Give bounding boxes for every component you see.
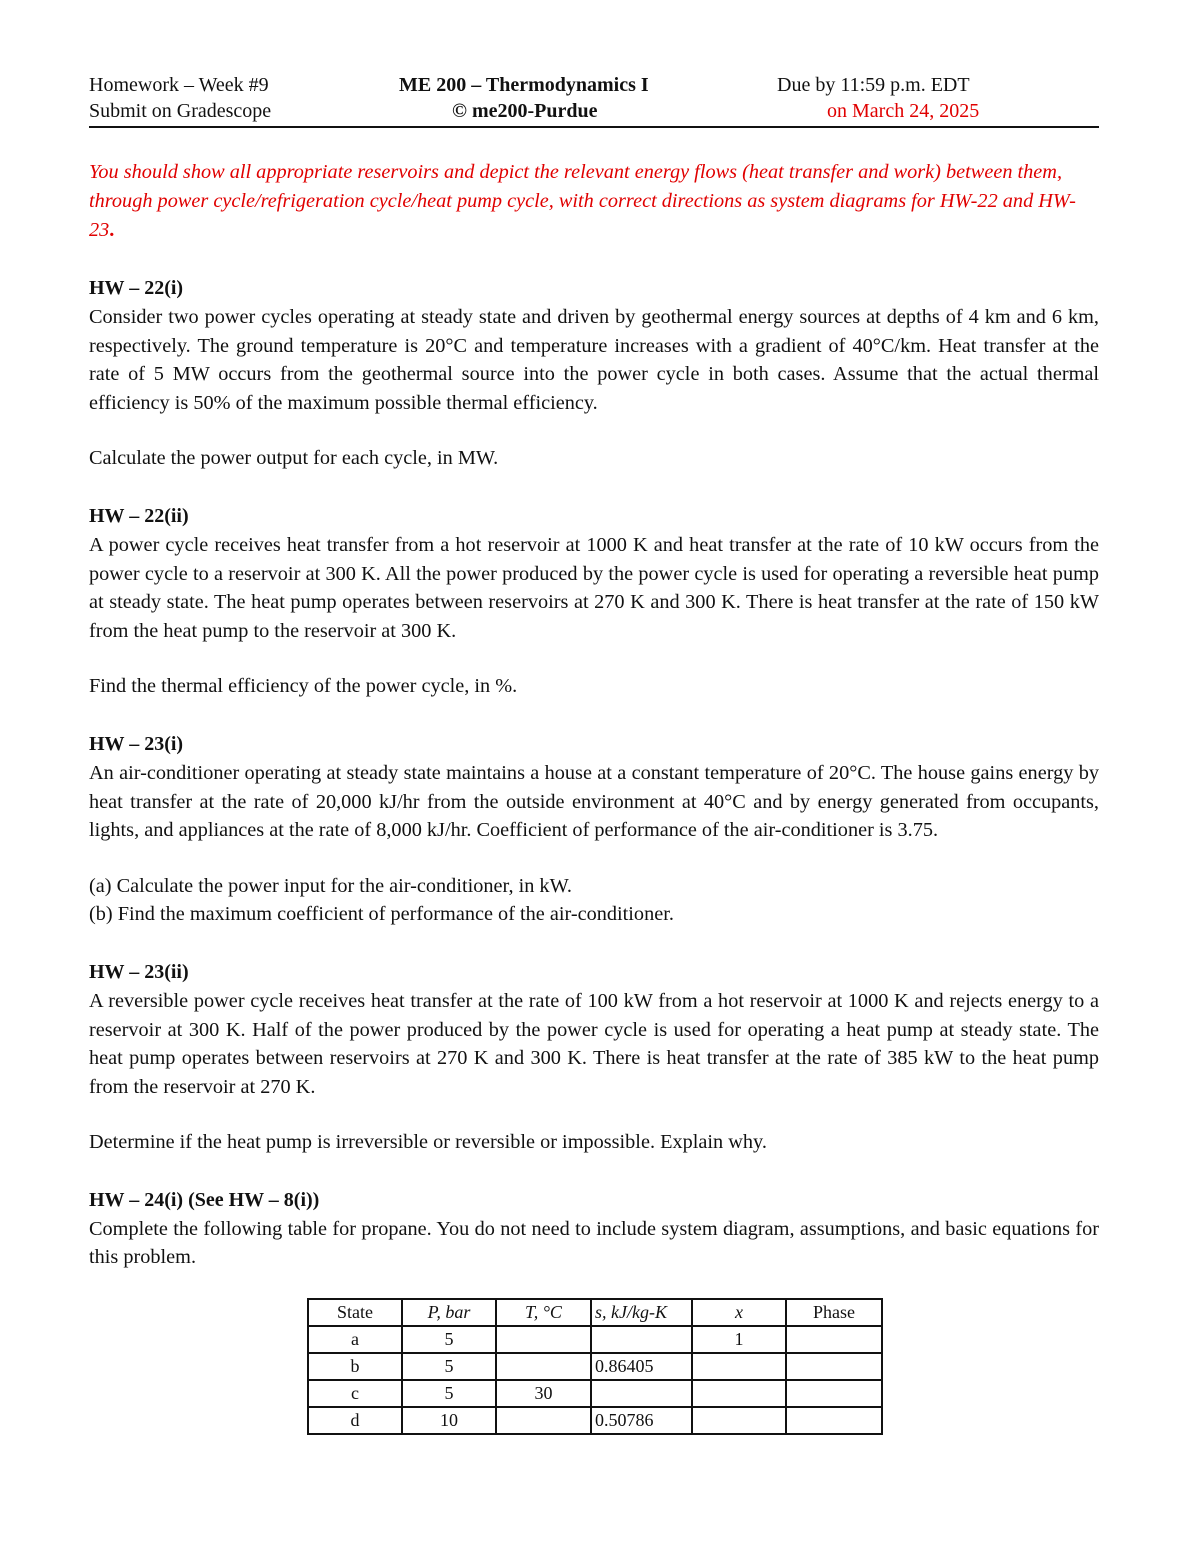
problem-hw22-ii [89,502,1099,701]
column-header-entropy: s, kJ/kg-K [591,1299,692,1326]
table-cell [692,1380,786,1407]
column-header-temperature: T, °C [496,1299,591,1326]
table-cell: 5 [402,1326,496,1353]
problem-part-b: (b) Find the maximum coefficient of performance of the air-conditioner. [89,903,674,926]
problem-statement: Complete the following table for propane. You do not need to include system diagram, assumptions, and basic equations for this problem. [89,1217,1099,1269]
problem-statement: A power cycle receives heat transfer from a hot reservoir at 1000 K and heat transfer at the rate of 10 kW occurs from the power cycle to a reservoir at 300 K. All the power produced by the power cycle is used for operating a reversible heat pump at steady state. The heat pump operates between reservoirs at 270 K and 300 K. There is heat transfer at the rate of 150 kW from the heat pump to the reservoir at 300 K. [89,533,1099,642]
column-header-quality: x [692,1299,786,1326]
problem-question: Calculate the power output for each cycle, in MW. [89,447,499,470]
problem-title: HW – 23(ii) [89,960,189,983]
diagram-instructions [89,158,1099,245]
table-cell [786,1326,882,1353]
table-cell: 0.86405 [591,1353,692,1380]
column-header-state: State [308,1299,402,1326]
table-cell: 5 [402,1353,496,1380]
submission-platform-label: Submit on Gradescope [89,100,272,122]
table-cell [496,1407,591,1434]
table-cell [591,1380,692,1407]
table-row [308,1407,882,1434]
document-page [89,72,1099,1435]
problem-title: HW – 23(i) [89,732,184,755]
course-title: ME 200 – Thermodynamics I [399,74,649,96]
table-cell: b [308,1353,402,1380]
column-header-pressure: P, bar [402,1299,496,1326]
propane-property-table [307,1298,883,1435]
table-cell [692,1353,786,1380]
table-cell: a [308,1326,402,1353]
table-cell [496,1326,591,1353]
problem-statement: A reversible power cycle receives heat transfer at the rate of 100 kW from a hot reservoir at 1000 K and rejects energy to a reservoir at 300 K. Half of the power produced by the power cycle is used for operating a heat pump at steady state. The heat pump operates between reservoirs at 270 K and 300 K. There is heat transfer at the rate of 385 kW to the heat pump from the reservoir at 270 K. [89,989,1099,1098]
homework-week-label: Homework – Week #9 [89,74,269,96]
problem-title: HW – 22(ii) [89,504,189,527]
table-cell: 5 [402,1380,496,1407]
header-right [777,72,979,124]
problem-question: Determine if the heat pump is irreversible or reversible or impossible. Explain why. [89,1131,767,1154]
problem-question: Find the thermal efficiency of the power cycle, in %. [89,675,518,698]
problem-title: HW – 24(i) (See HW – 8(i)) [89,1188,320,1211]
table-cell: 0.50786 [591,1407,692,1434]
copyright-label: © me200-Purdue [452,100,598,122]
table-cell [786,1353,882,1380]
problem-hw22-i [89,274,1099,473]
table-cell [786,1380,882,1407]
problem-hw23-ii [89,958,1099,1157]
table-cell: 30 [496,1380,591,1407]
table-cell [692,1407,786,1434]
table-row [308,1326,882,1353]
problem-statement: Consider two power cycles operating at steady state and driven by geothermal energy sources at depths of 4 km and 6 km, respectively. The ground temperature is 20°C and temperature increases with a gradient of 40°C/km. Heat transfer at the rate of 5 MW occurs from the geothermal source into the power cycle in both cases. Assume that the actual thermal efficiency is 50% of the maximum possible thermal efficiency. [89,306,1099,414]
table-cell: c [308,1380,402,1407]
table-cell: 1 [692,1326,786,1353]
header-center [399,72,649,124]
table-cell [591,1326,692,1353]
problem-title: HW – 22(i) [89,277,184,299]
table-row [308,1380,882,1407]
table-row [308,1353,882,1380]
table-cell [496,1353,591,1380]
table-cell: d [308,1407,402,1434]
diagram-instructions-text: You should show all appropriate reservoirs and depict the relevant energy flows (heat transfer and work) between them, through power cycle/refrigeration cycle/heat pump cycle, with correct directions as system diagrams for HW-22 and HW-23 [89,161,1076,241]
column-header-phase: Phase [786,1299,882,1326]
problem-part-a: (a) Calculate the power input for the air-conditioner, in kW. [89,874,572,897]
header-left [89,72,271,124]
problem-statement: An air-conditioner operating at steady state maintains a house at a constant temperature of 20°C. The house gains energy by heat transfer at the rate of 20,000 kJ/hr from the outside environment at 40°C and by energy generated from occupants, lights, and appliances at the rate of 8,000 kJ/hr. Coefficient of performance of the air-conditioner is 3.75. [89,761,1099,842]
table-cell [786,1407,882,1434]
page-header [89,72,1099,128]
due-time-label: Due by 11:59 p.m. EDT [777,74,970,96]
diagram-instructions-end: . [109,219,115,241]
problem-hw23-i [89,730,1099,929]
due-date-label: on March 24, 2025 [827,100,980,122]
problem-hw24-i [89,1186,1099,1272]
table-cell: 10 [402,1407,496,1434]
table-header-row [308,1299,882,1326]
